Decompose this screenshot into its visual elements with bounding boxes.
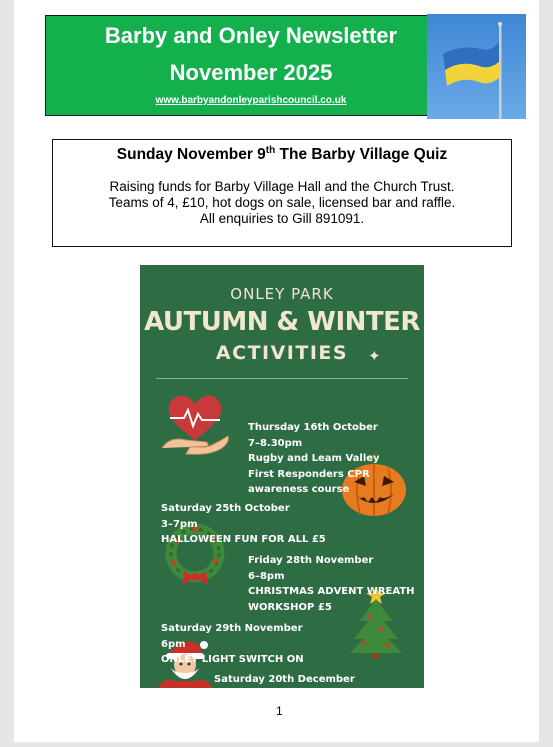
sparkle-icon: ✦ [368,347,381,365]
event-cpr-course: Thursday 16th October 7–8.30pm Rugby and Leam Valley First Responders CPR awareness course [248,422,380,495]
poster-title-venue: ONLEY PARK [230,285,334,303]
activities-poster [140,265,424,688]
event-halloween: Saturday 25th October 3–7pm HALLOWEEN FUN FOR ALL £5 [161,503,326,545]
quiz-notice [52,139,512,247]
poster-title-activities: ACTIVITIES [215,342,349,364]
quiz-details: Raising funds for Barby Village Hall and the Church Trust. Teams of 4, £10, hot dogs on sale, licensed bar and raffle. All enquiries to Gill 891091. [108,179,456,227]
quiz-heading: Sunday November 9th The Barby Village Quiz [116,145,448,164]
website-link[interactable]: www.barbyandonleyparishcouncil.co.uk [155,95,347,106]
newsletter-banner [45,15,428,116]
ukraine-flag-photo [427,14,526,119]
page-number: 1 [276,704,283,718]
newsletter-title: Barby and Onley Newsletter [104,23,398,48]
event-food-bank: Saturday 20th December [214,674,355,685]
event-light-switch-on: Saturday 29th November 6pm ONLEY LIGHT SWITCH ON [161,623,304,665]
event-advent-wreath: Friday 28th November 6–8pm CHRISTMAS ADVENT WREATH WORKSHOP £5 [248,555,415,613]
poster-divider [156,378,408,379]
heart-hand-icon [160,390,230,456]
poster-title-season: AUTUMN & WINTER [144,307,420,337]
newsletter-month: November 2025 [169,60,333,85]
